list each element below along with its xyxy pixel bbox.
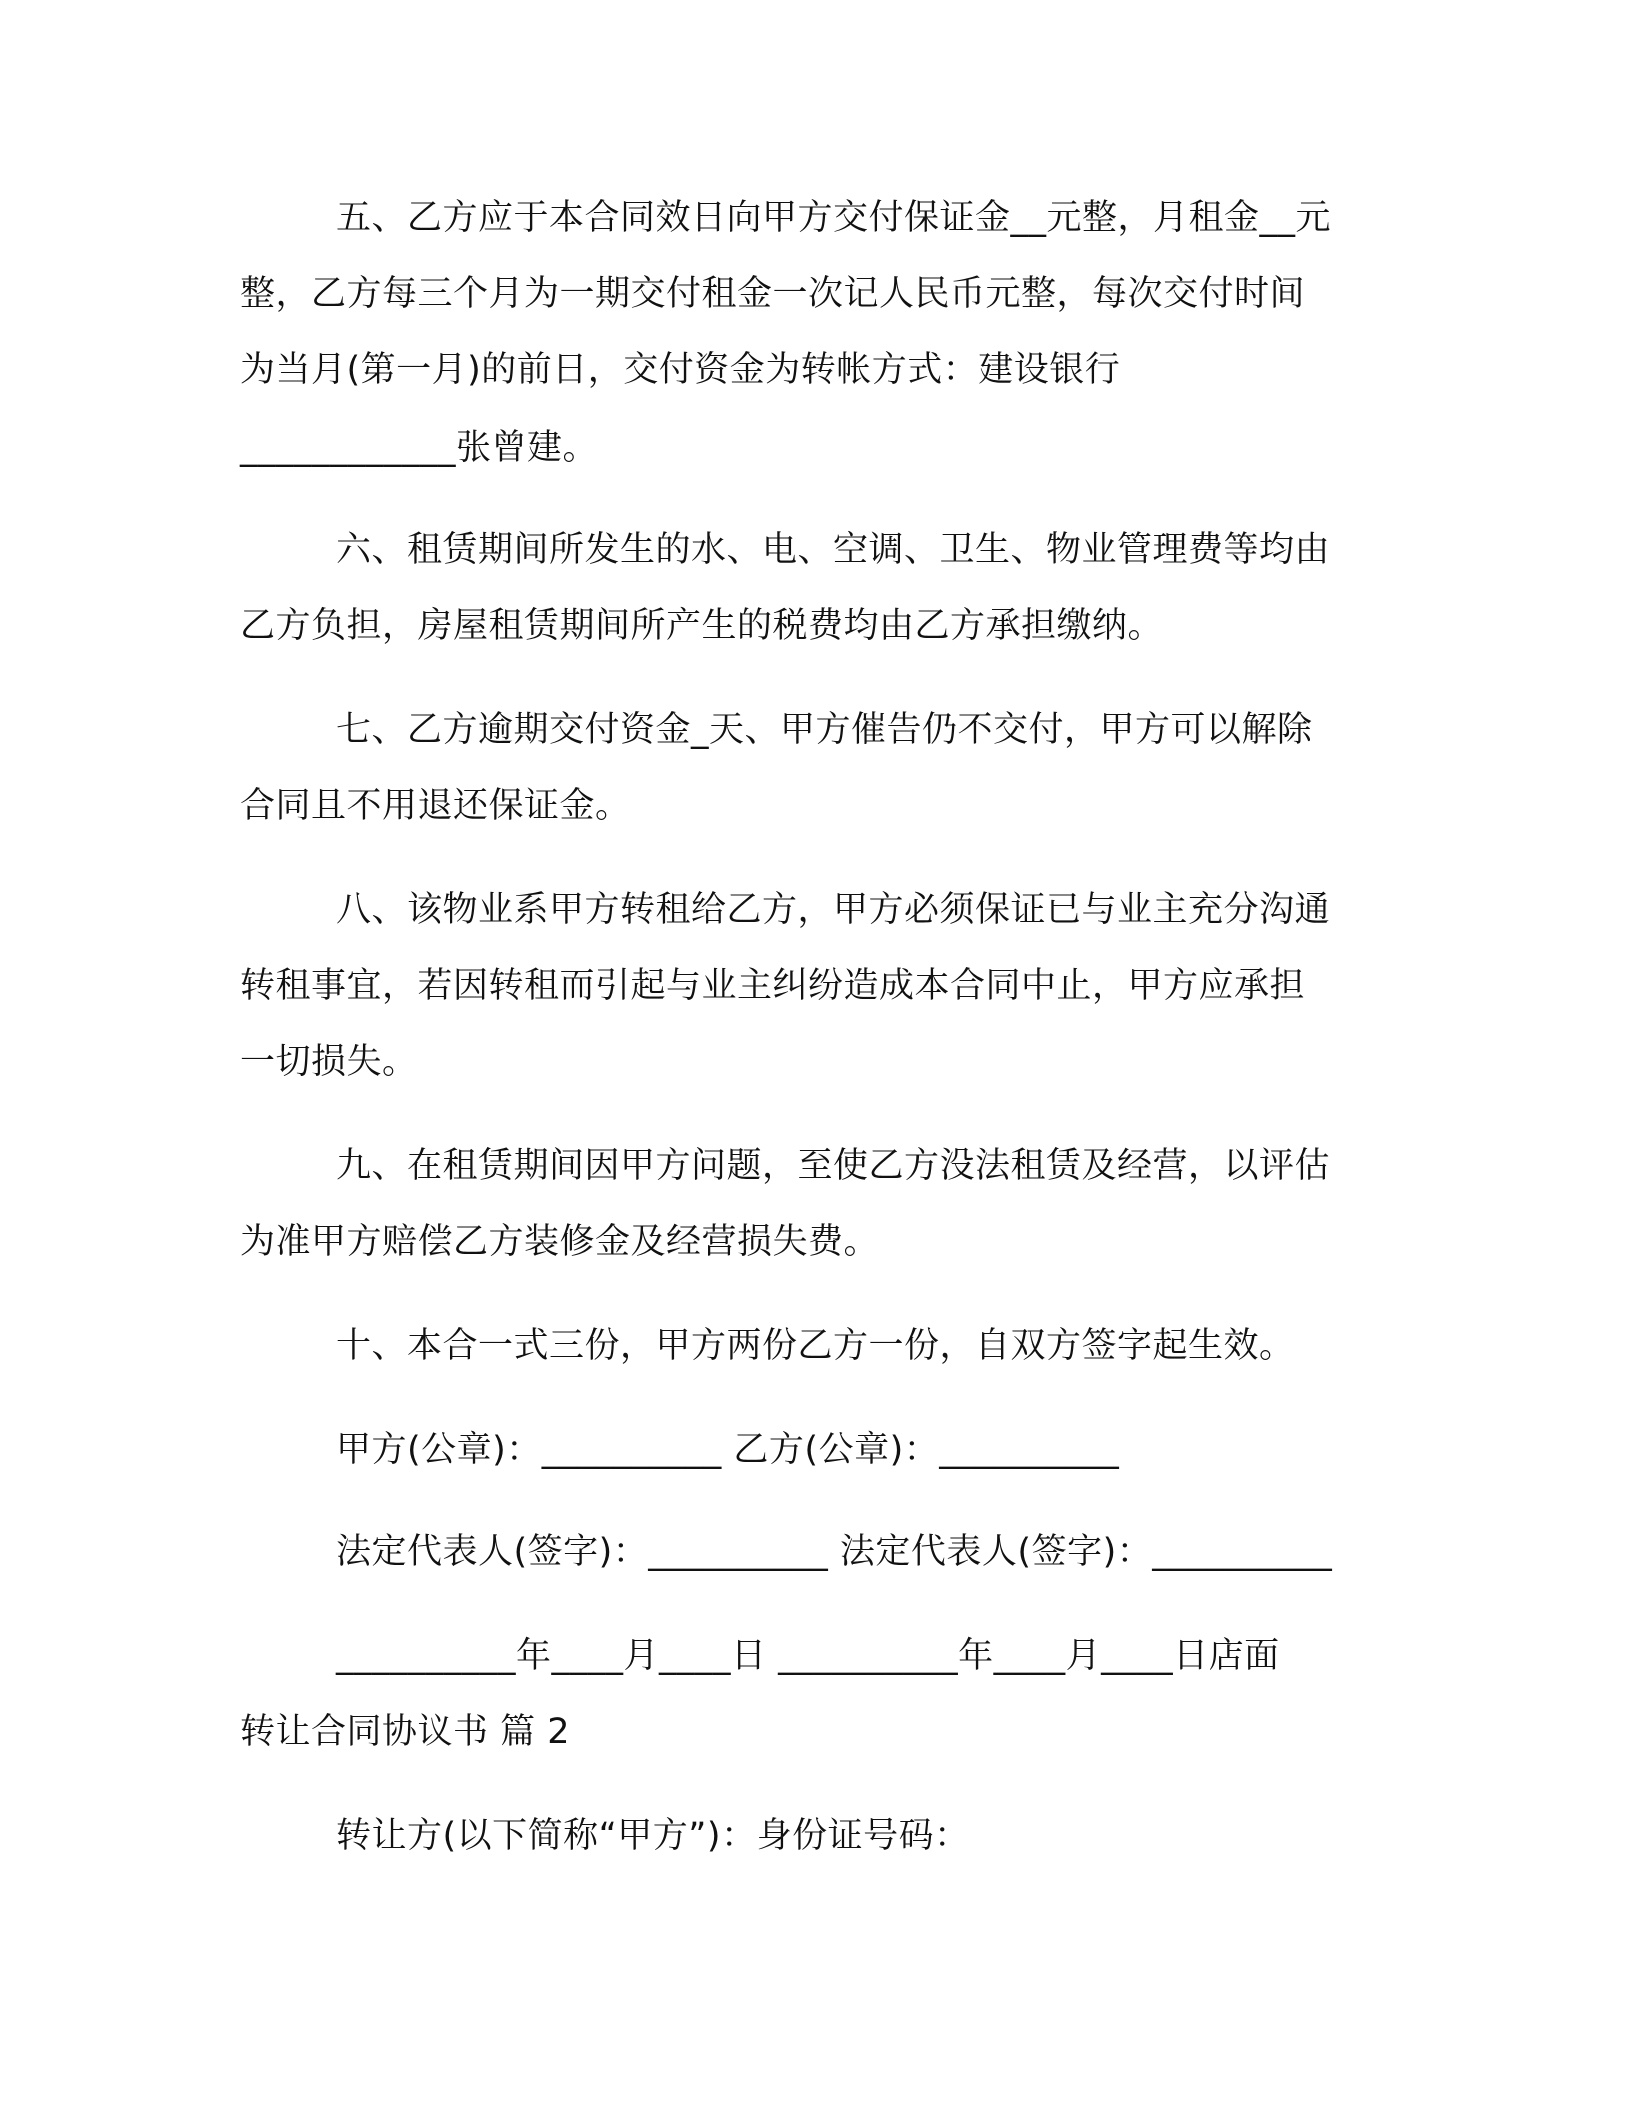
date-line: __________年____月____日 __________年____月____日店面: [336, 1636, 1280, 1676]
text-line: 六、租赁期间所发生的水、电、空调、卫生、物业管理费等均由: [336, 530, 1331, 570]
text-line: 为当月(第一月)的前日，交付资金为转帐方式：建设银行: [240, 350, 1121, 390]
section-title: 转让合同协议书 篇 2: [240, 1712, 571, 1752]
text-line: 八、该物业系甲方转租给乙方，甲方必须保证已与业主充分沟通: [336, 890, 1331, 930]
text-line: 合同且不用退还保证金。: [240, 786, 631, 826]
text-line: 转让方(以下简称“甲方”)：身份证号码：: [336, 1816, 970, 1856]
signature-line: 法定代表人(签字)：__________ 法定代表人(签字)：__________: [336, 1532, 1333, 1572]
text-line: 整，乙方每三个月为一期交付租金一次记人民币元整，每次交付时间: [240, 274, 1306, 314]
text-line: 转租事宜，若因转租而引起与业主纠纷造成本合同中止，甲方应承担: [240, 966, 1306, 1006]
signature-line: 甲方(公章)：__________ 乙方(公章)：__________: [336, 1430, 1120, 1470]
text-line: 一切损失。: [240, 1042, 418, 1082]
text-line: ____________张曾建。: [240, 428, 599, 468]
text-line: 五、乙方应于本合同效日向甲方交付保证金__元整，月租金__元: [336, 198, 1332, 238]
text-line: 十、本合一式三份，甲方两份乙方一份，自双方签字起生效。: [336, 1326, 1295, 1366]
text-line: 为准甲方赔偿乙方装修金及经营损失费。: [240, 1222, 880, 1262]
text-line: 乙方负担，房屋租赁期间所产生的税费均由乙方承担缴纳。: [240, 606, 1164, 646]
text-line: 九、在租赁期间因甲方问题，至使乙方没法租赁及经营，以评估: [336, 1146, 1331, 1186]
text-line: 七、乙方逾期交付资金_天、甲方催告仍不交付，甲方可以解除: [336, 710, 1313, 750]
